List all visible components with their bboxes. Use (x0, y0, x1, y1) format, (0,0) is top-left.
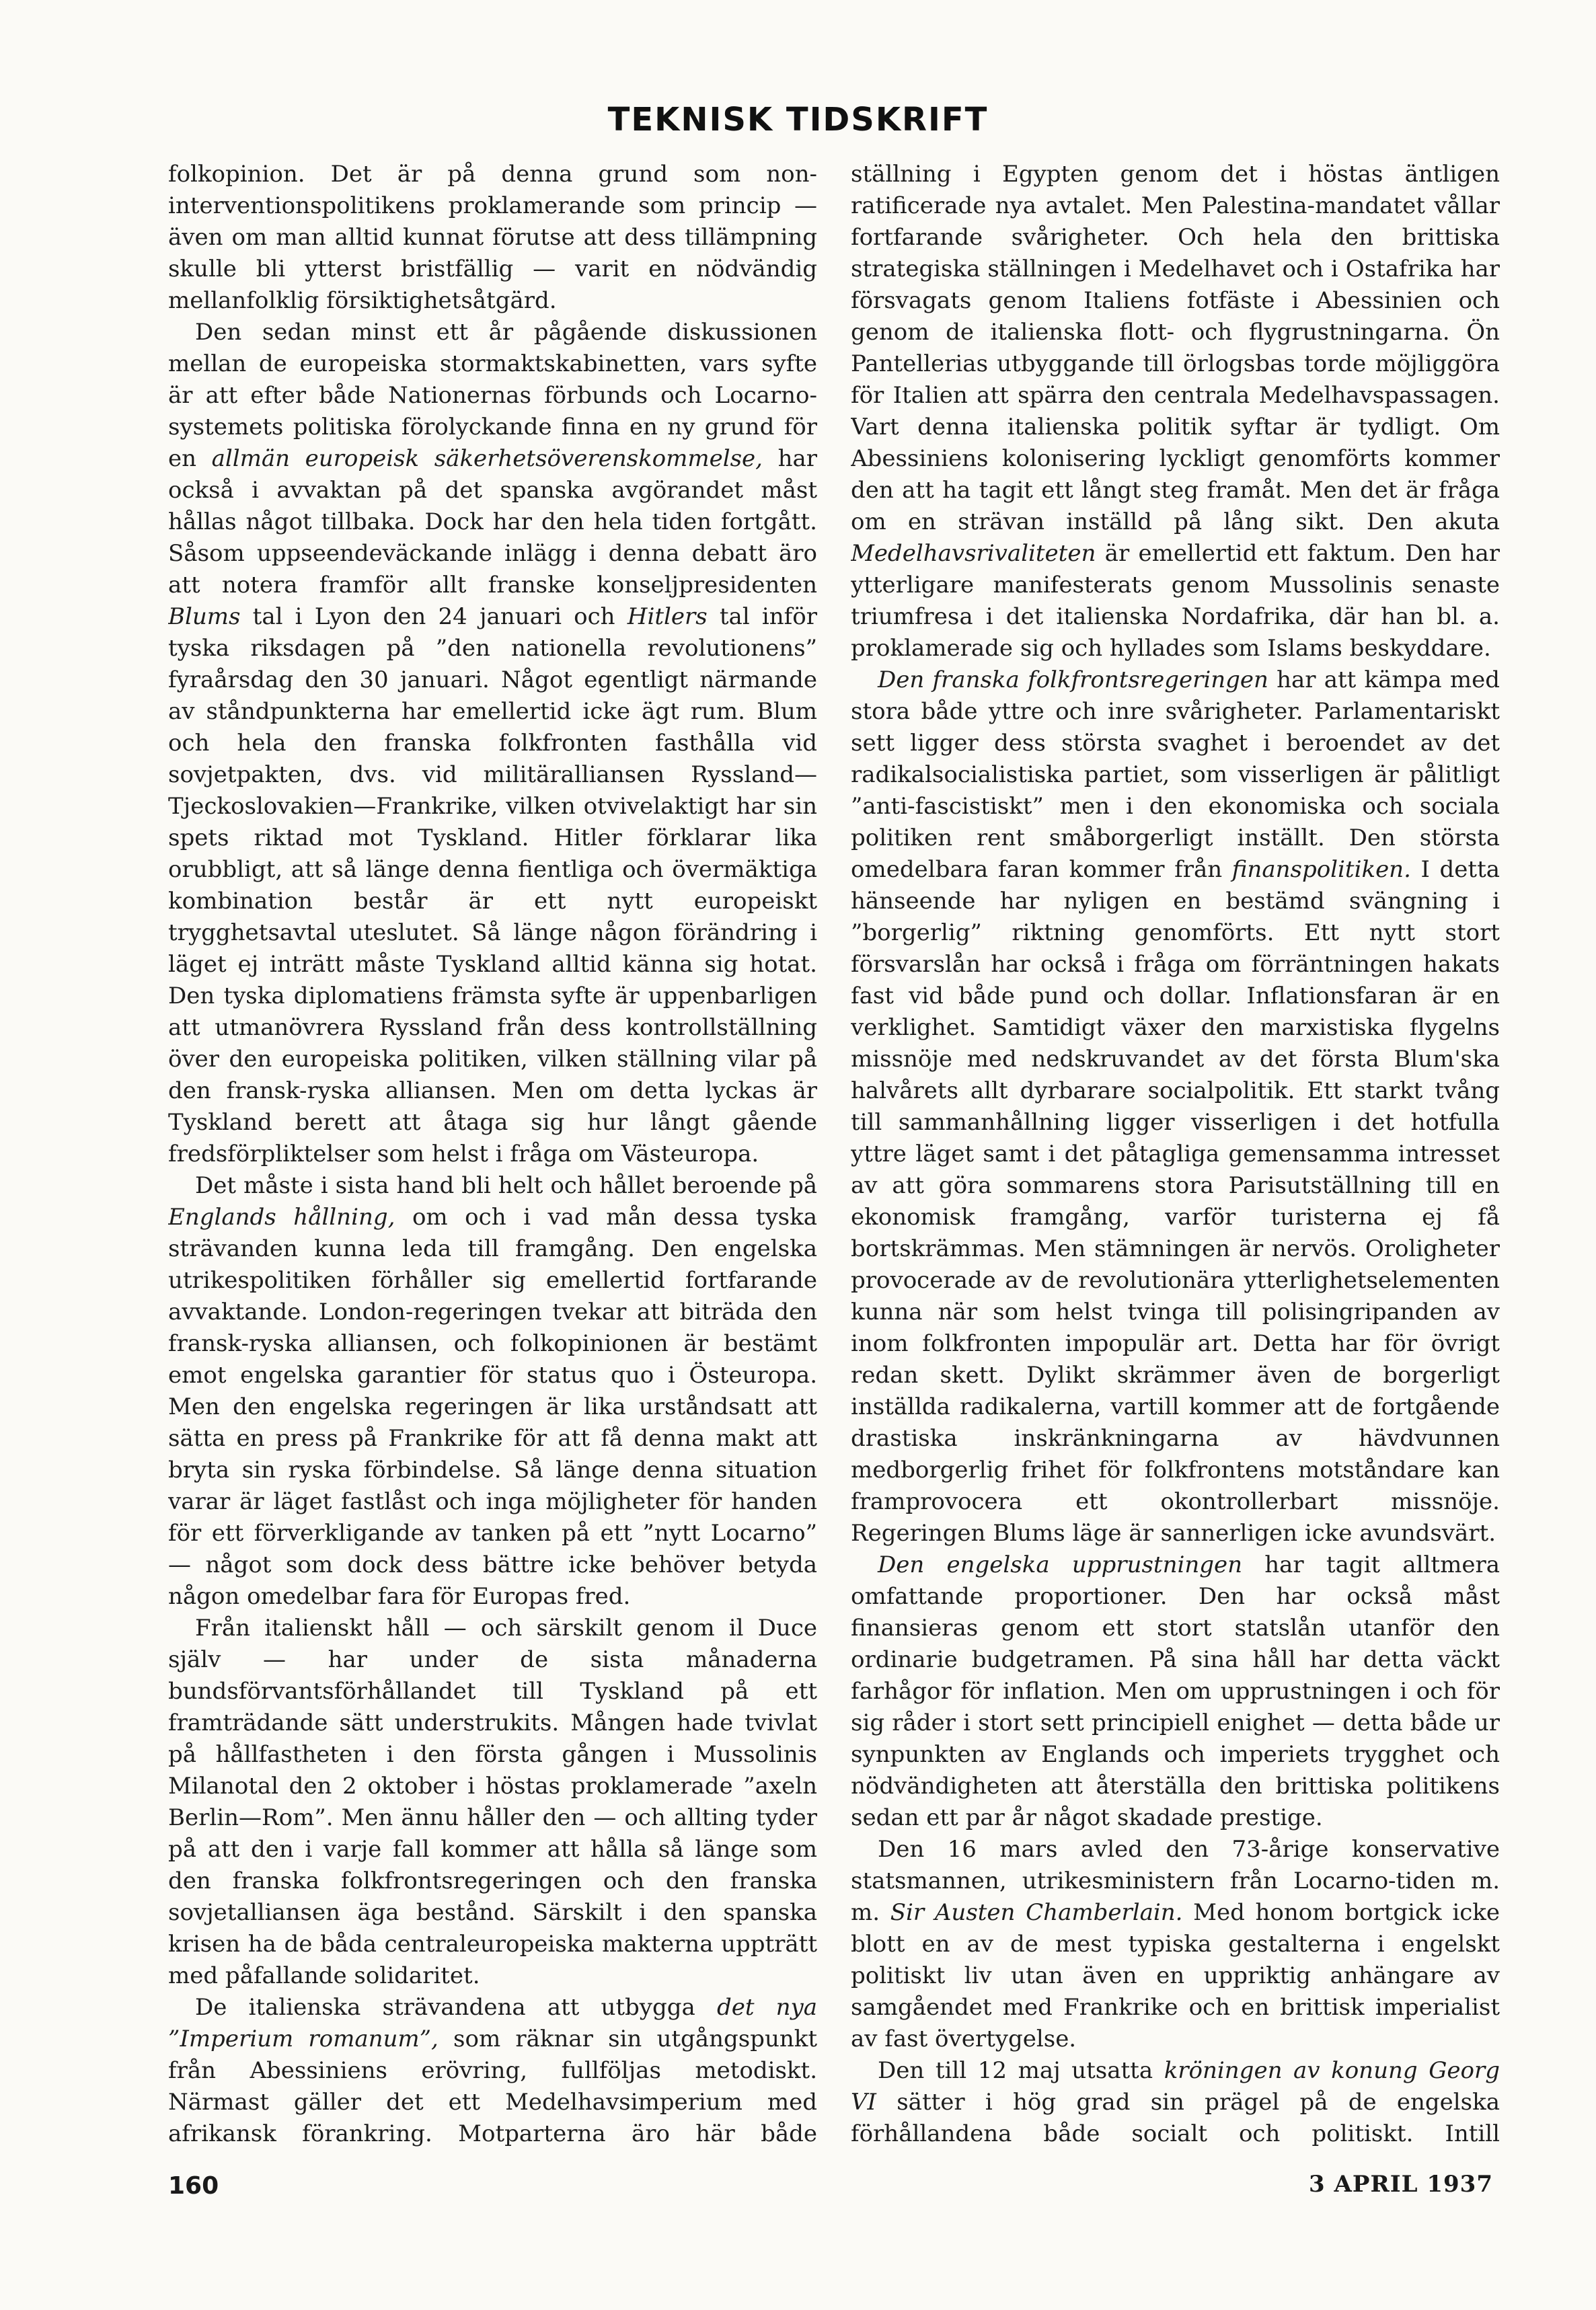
journal-title: TEKNISK TIDSKRIFT (607, 101, 989, 139)
paragraph-text: Den 16 mars avled den 73-årige konservative statsmannen, utrikesministern från Locarno-tiden m. m. (851, 1836, 1500, 1926)
paragraph-text: Den till 12 maj utsatta (878, 2057, 1164, 2084)
paragraph-text: I detta hänseende har nyligen en bestämd svängning i ”borgerlig” riktning genomförts. Ett nytt stort försvarslån har också i fråga om förräntningen hakats fast vid både pund och dollar. Inflationsfaran är en verklighet. Samtidigt växer den marxistiska flygelns missnöje med nedskruvandet av det första Blum'ska halvårets allt dyrbarare socialpolitik. Ett starkt tvång till sammanhållning ligger visserligen i det hotfulla yttre läget samt i det påtagliga gemensamma intresset av att göra sommarens stora Parisutställning till en ekonomisk framgång, varför turisterna ej få bortskrämmas. Men stämningen är nervös. Oroligheter provocerade av de revolutionära ytterlighetselementen kunna när som helst tvinga till polisingripanden av inom folkfronten impopulär art. Detta har för övrigt redan skett. Dylikt skrämmer även de borgerligt inställda radikalerna, vartill kommer att de fortgående drastiska inskränkningarna av hävdvunnen medborgerlig frihet för folkfrontens motståndare kan framprovocera ett okontrollerbart missnöje. Regeringen Blums läge är sannerligen icke avundsvärt. (851, 856, 1500, 1547)
paragraph-text: tal inför tyska riksdagen på ”den nationella revolutionens” fyraårsdag den 30 januari. Något egentligt närmande av ståndpunkterna har emellertid icke ägt rum. Blum och hela den franska folkfronten fasthålla vid sovjetpakten, dvs. vid militäralliansen Ryssland—Tjeckoslovakien—Frankrike, vilken otvivelaktigt har sin spets riktad mot Tyskland. Hitler förklarar lika orubbligt, att så länge denna fientliga och övermäktiga kombination består är ett nytt europeiskt trygghetsavtal uteslutet. Så länge någon förändring i läget ej inträtt måste Tyskland alltid känna sig hotat. Den tyska diplomatiens främsta syfte är uppenbarligen att utmanövrera Ryssland från dess kontrollställning över den europeiska politiken, vilken ställning vilar på den fransk-ryska alliansen. Men om detta lyckas är Tyskland berett att åtaga sig hur långt gående fredsförpliktelser som helst i fråga om Västeuropa. (168, 603, 817, 1167)
article-paragraph (851, 1549, 1500, 1834)
emphasized-text: allmän europeisk säkerhetsöverenskommelse, (211, 445, 763, 472)
emphasized-text: Blums (168, 603, 241, 630)
emphasized-text: Englands hållning, (168, 1204, 395, 1231)
paragraph-text: har också i avvaktan på det spanska avgörandet måst hållas något tillbaka. Dock har den hela tiden fortgått. Såsom uppseendeväckande inlägg i denna debatt äro att notera framför allt franske konseljpresidenten (168, 445, 817, 599)
emphasized-text: det nya ”Imperium romanum”, (168, 1994, 817, 2052)
paragraph-text: De italienska strävandena att utbygga (195, 1994, 717, 2021)
emphasized-text: Medelhavsrivaliteten (851, 540, 1096, 567)
paragraph-text: tal i Lyon den 24 januari och (240, 603, 628, 630)
article-paragraph (851, 2055, 1500, 2149)
article-paragraph (168, 159, 817, 317)
paragraph-text: sätter i hög grad sin prägel på de engelska förhållandena både socialt och politiskt. Intill (851, 2089, 1500, 2147)
article-paragraph (168, 1613, 817, 1992)
emphasized-text: kröningen av konung Georg VI (851, 2057, 1500, 2116)
paragraph-text: ställning i Egypten genom det i höstas äntligen ratificerade nya avtalet. Men Palestina-mandatet vållar fortfarande svårigheter. Och hela den brittiska strategiska ställningen i Medelhavet och i Ostafrika har försvagats genom Italiens fotfäste i Abessinien och genom de italienska flott- och flygrustningarna. Ön Pantellerias utbyggande till örlogsbas torde möjliggöra för Italien att spärra den centrala Medelhavspassagen. Vart denna italienska politik syftar är tydligt. Om Abessiniens kolonisering lyckligt genomförts kommer den att ha tagit ett långt steg framåt. Men det är fråga om en strävan inställd på lång sikt. Den akuta (851, 161, 1500, 535)
paragraph-text: folkopinion. Det är på denna grund som non-interventionspolitikens proklamerande som princip — även om man alltid kunnat förutse att dess tillämpning skulle bli ytterst bristfällig — varit en nödvändig mellanfolklig försiktighetsåtgärd. (168, 161, 817, 314)
paragraph-text: har att kämpa med stora både yttre och inre svårigheter. Parlamentariskt sett ligger dess största svaghet i beroendet av det radikalsocialistiska partiet, som visserligen är pålitligt ”anti-fascistiskt” men i den ekonomiska och sociala politiken rent småborgerligt inställt. Den största omedelbara faran kommer från (851, 666, 1500, 883)
paragraph-text: är emellertid ett faktum. Den har ytterligare manifesterats genom Mussolinis senaste triumfresa i det italienska Nordafrika, där han bl. a. proklamerade sig och hyllades som Islams beskyddare. (851, 540, 1500, 662)
paragraph-text: Det måste i sista hand bli helt och hållet beroende på (195, 1172, 817, 1199)
article-paragraph (168, 317, 817, 1170)
paragraph-text: Den sedan minst ett år pågående diskussionen mellan de europeiska stormaktskabinetten, vars syfte är att efter både Nationernas förbunds och Locarno-systemets politiska förolyckande finna en ny grund för en (168, 319, 817, 472)
article-paragraph (851, 159, 1500, 664)
emphasized-text: Den franska folkfrontsregeringen (878, 666, 1268, 693)
paragraph-text: som räknar sin utgångspunkt från Abessiniens erövring, fullföljas metodiskt. Närmast gäller det ett Medelhavsimperium med afrikansk förankring. Motparterna äro här både (168, 2026, 817, 2147)
emphasized-text: Hitlers (627, 603, 708, 630)
left-column (168, 159, 817, 2149)
right-column (851, 159, 1500, 2149)
article-paragraph (851, 664, 1500, 1549)
emphasized-text: finanspolitiken. (1231, 856, 1411, 883)
emphasized-text: Sir Austen Chamberlain. (890, 1899, 1183, 1926)
article-paragraph (168, 1992, 817, 2149)
page-number: 160 (168, 2172, 219, 2200)
paragraph-text: har tagit alltmera omfattande proportioner. Den har också måst finansieras genom ett stort statslån utanför den ordinarie budgetramen. På sina håll har detta väckt farhågor för inflation. Men om upprustningen i och för sig råder i stort sett principiell enighet — detta både ur synpunkten av Englands och imperiets trygghet och nödvändigheten att återställa den brittiska politikens sedan ett par år något skadade prestige. (851, 1551, 1500, 1831)
issue-date: 3 APRIL 1937 (1309, 2171, 1493, 2198)
emphasized-text: Den engelska upprustningen (878, 1551, 1243, 1578)
paragraph-text: om och i vad mån dessa tyska strävanden kunna leda till framgång. Den engelska utrikespolitiken förhåller sig emellertid fortfarande avvaktande. London-regeringen tvekar att biträda den fransk-ryska alliansen, och folkopinionen är bestämt emot engelska garantier för status quo i Östeuropa. Men den engelska regeringen är lika urståndsatt att sätta en press på Frankrike för att få denna makt att bryta sin ryska förbindelse. Så länge denna situation varar är läget fastlåst och inga möjligheter för handen för ett förverkligande av tanken på ett ”nytt Locarno” — något som dock dess bättre icke behöver betyda någon omedelbar fara för Europas fred. (168, 1204, 817, 1610)
article-paragraph (168, 1170, 817, 1613)
article-paragraph (851, 1834, 1500, 2055)
paragraph-text: Från italienskt håll — och särskilt genom il Duce själv — har under de sista månaderna bundsförvantsförhållandet till Tyskland på ett framträdande sätt understrukits. Mången hade tvivlat på hållfastheten i den första gången i Mussolinis Milanotal den 2 oktober i höstas proklamerade ”axeln Berlin—Rom”. Men ännu håller den — och allting tyder på att den i varje fall kommer att hålla så länge som den franska folkfrontsregeringen och den franska sovjetalliansen äga bestånd. Särskilt i den spanska krisen ha de båda centraleuropeiska makterna uppträtt med påfallande solidaritet. (168, 1615, 817, 1989)
paragraph-text: Med honom bortgick icke blott en av de mest typiska gestalterna i engelskt politiskt liv utan även en uppriktig anhängare av samgåendet med Frankrike och en brittisk imperialist av fast övertygelse. (851, 1899, 1500, 2052)
